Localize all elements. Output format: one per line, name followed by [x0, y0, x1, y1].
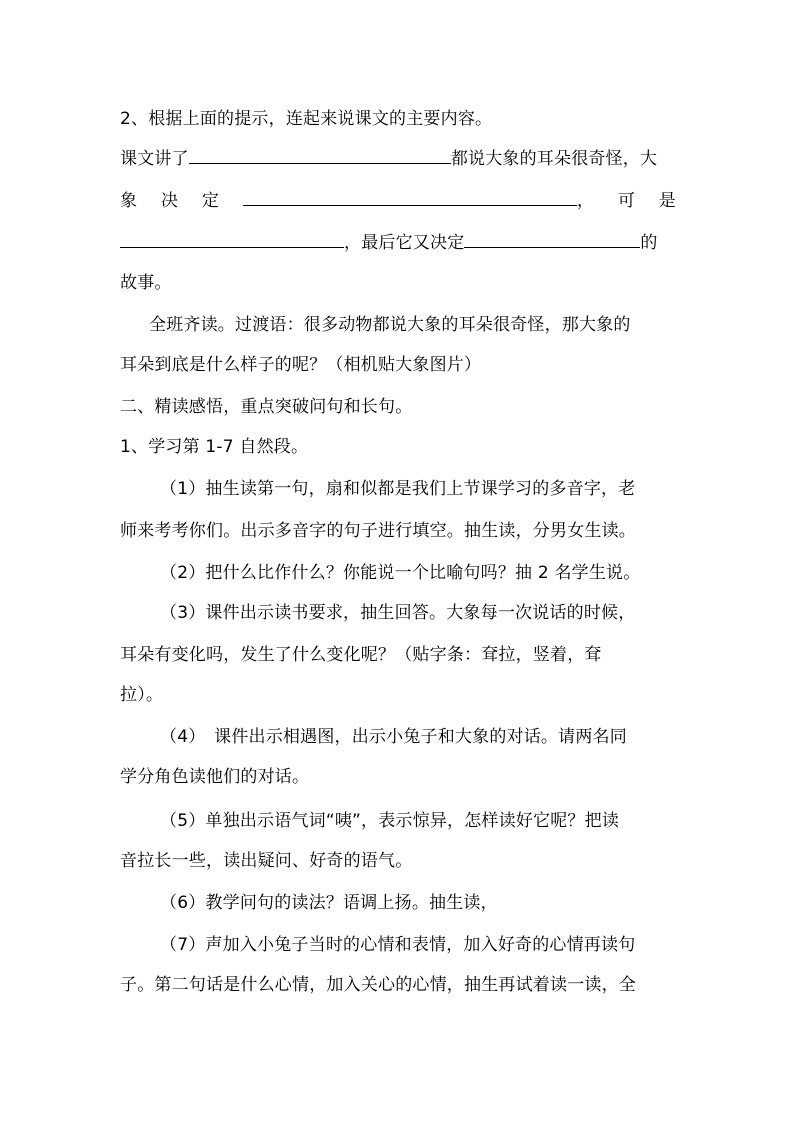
paragraph-line: 师来考考你们。出示多音字的句子进行填空。抽生读，分男女生读。 — [120, 521, 636, 541]
paragraph-line: 学分角色读他们的对话。 — [120, 767, 310, 787]
section-heading: 二、精读感悟，重点突破问句和长句。 — [120, 397, 413, 417]
paragraph-line: （7）声加入小兔子当时的心情和表情，加入好奇的心情再读句 — [160, 935, 636, 955]
paragraph-line: （3）课件出示读书要求，抽生回答。大象每一次说话的时候， — [160, 603, 636, 623]
paragraph-line: （5）单独出示语气词“咦”，表示惊异，怎样读好它呢？把读 — [160, 811, 620, 831]
fill-in-line-4: 故事。 — [120, 273, 172, 293]
paragraph-line: 子。第二句话是什么心情，加入关心的心情，抽生再试着读一读，全 — [120, 975, 636, 995]
paragraph-line: （1）抽生读第一句，扇和似都是我们上节课学习的多音字，老 — [160, 479, 636, 499]
char-jue: 决 — [160, 191, 179, 211]
char-xiang: 象 — [120, 191, 138, 211]
paragraph-line: 耳朵有变化吗，发生了什么变化呢？（贴字条：耷拉，竖着，耷 — [120, 645, 602, 665]
char-shi: 是 — [658, 191, 676, 211]
fill-in-middle: ，最后它又决定 — [344, 233, 465, 253]
summary-task-heading: 2、根据上面的提示，连起来说课文的主要内容。 — [120, 109, 493, 129]
fill-in-line-3 — [120, 231, 676, 255]
char-ke: 可 — [617, 191, 636, 211]
blank-1[interactable] — [189, 149, 451, 164]
paragraph-line: 耳朵到底是什么样子的呢？（相机贴大象图片） — [120, 355, 482, 375]
blank-3[interactable] — [120, 233, 344, 248]
blank-4[interactable] — [464, 233, 640, 248]
subsection-heading: 1、学习第 1-7 自然段。 — [120, 437, 309, 457]
fill-in-prefix: 课文讲了 — [120, 149, 189, 169]
fill-in-text: 都说大象的耳朵很奇怪，大 — [450, 149, 658, 169]
paragraph-line: 拉）。 — [120, 685, 164, 705]
paragraph-line: 音拉长一些，读出疑问、好奇的语气。 — [120, 851, 413, 871]
fill-in-line-1 — [120, 147, 676, 171]
comma: ， — [576, 191, 595, 211]
fill-in-line-2 — [120, 189, 676, 213]
paragraph-line: 全班齐读。过渡语：很多动物都说大象的耳朵很奇怪，那大象的 — [149, 315, 631, 335]
paragraph-line: （6）教学问句的读法？语调上扬。抽生读， — [160, 893, 498, 913]
paragraph-line: （4） 课件出示相遇图，出示小兔子和大象的对话。请两名同 — [160, 727, 627, 747]
paragraph-line: （2）把什么比作什么？你能说一个比喻句吗？抽 2 名学生说。 — [160, 563, 641, 583]
blank-2[interactable] — [243, 191, 577, 206]
fill-in-end: 的 — [640, 233, 658, 253]
char-ding: 定 — [201, 191, 220, 211]
